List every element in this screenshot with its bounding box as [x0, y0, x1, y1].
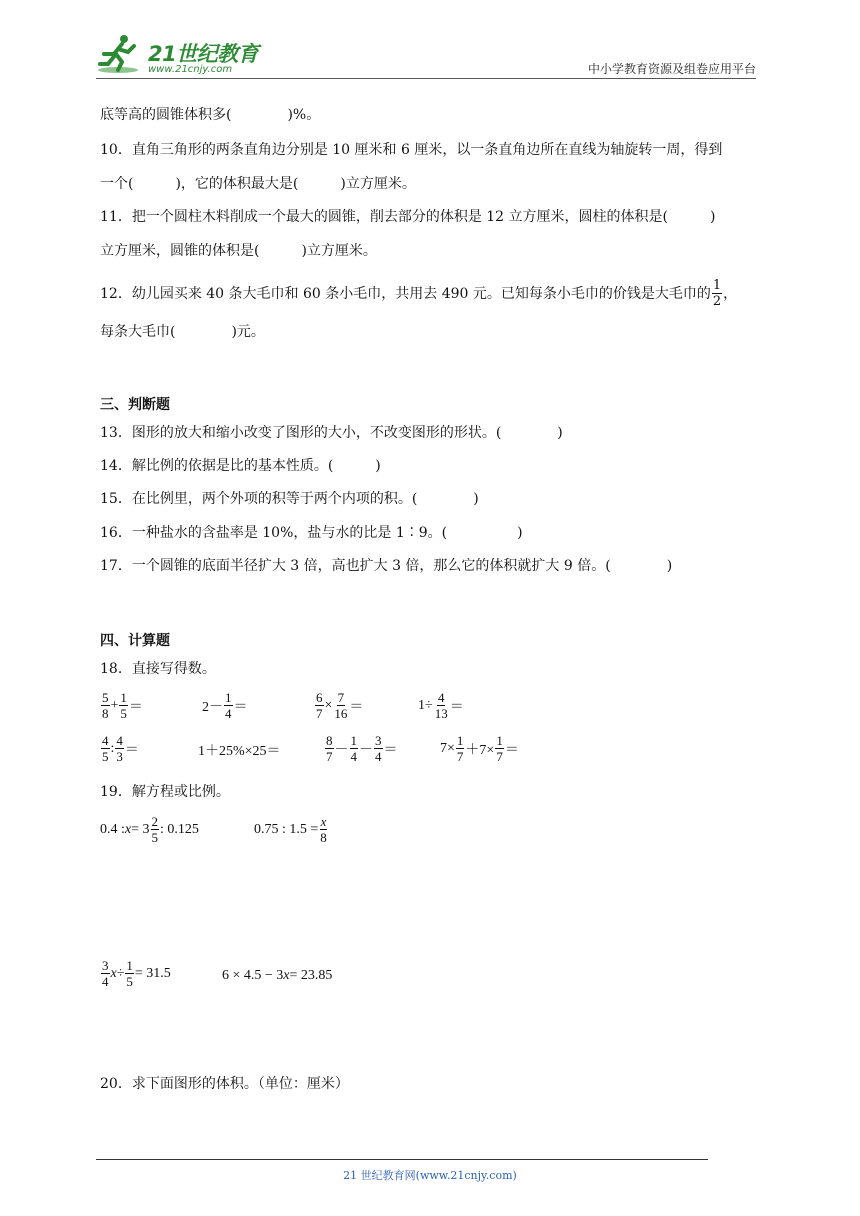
- q12-line2: 每条大毛巾( )元。: [100, 324, 265, 340]
- denominator: 5: [102, 749, 109, 764]
- numerator: 3: [102, 958, 109, 973]
- denominator: 7: [316, 706, 323, 721]
- numerator: 3: [375, 733, 382, 748]
- denominator: 4: [225, 706, 232, 721]
- numerator: 4: [437, 690, 445, 705]
- equation-4: [222, 968, 332, 984]
- footer-divider: [96, 1159, 708, 1160]
- numerator: 1: [456, 733, 464, 748]
- calc-r1c: [314, 690, 363, 721]
- fraction: [115, 733, 124, 764]
- header-divider: [96, 78, 756, 79]
- denominator: 2: [712, 294, 722, 309]
- runner-logo-icon: [96, 32, 144, 76]
- numerator: x: [320, 814, 327, 829]
- fraction: [224, 690, 233, 721]
- fraction: [325, 733, 334, 764]
- numerator: 2: [151, 814, 159, 829]
- q12-line1: [100, 278, 737, 309]
- fraction: [151, 814, 160, 845]
- numerator: 6: [316, 690, 323, 705]
- equation-3: [100, 958, 171, 989]
- fraction: [319, 814, 328, 845]
- expression-text: 0.75 : 1.5 =: [254, 821, 319, 837]
- expression-text: 1＋25%×25＝: [198, 744, 281, 759]
- expression-text: 0.4 :: [100, 821, 125, 837]
- calc-r2a: [100, 733, 139, 764]
- fraction: [495, 733, 504, 764]
- denominator: 13: [434, 706, 448, 721]
- denominator: 5: [151, 830, 159, 845]
- expression-text: : 0.125: [160, 821, 199, 837]
- expression-text: 7×: [440, 740, 455, 756]
- variable-x: x: [124, 821, 132, 837]
- fraction: [434, 690, 449, 721]
- fraction: [119, 690, 128, 721]
- logo: [96, 32, 266, 80]
- denominator: 5: [126, 974, 133, 989]
- q14: 14．解比例的依据是比的基本性质。( ): [100, 458, 381, 474]
- numerator: 7: [337, 690, 345, 705]
- calc-r2b: [198, 740, 281, 760]
- expression-text: = 23.85: [289, 968, 333, 983]
- q13: 13．图形的放大和缩小改变了图形的大小，不改变图形的形状。( ): [100, 425, 563, 441]
- denominator: 16: [334, 706, 348, 721]
- denominator: 4: [375, 749, 382, 764]
- operator: +: [110, 697, 119, 713]
- expression-text: 1÷: [418, 697, 433, 713]
- q16: 16．一种盐水的含盐率是 10%，盐与水的比是 1∶9。( ): [100, 525, 523, 541]
- fraction: [333, 690, 348, 721]
- equation-2: [254, 814, 329, 845]
- denominator: 4: [102, 974, 109, 989]
- denominator: 7: [326, 749, 333, 764]
- section4-title: 四、计算题: [100, 633, 170, 649]
- operator: －: [334, 742, 349, 758]
- expression-text: 2－: [202, 699, 223, 715]
- equals: ＝: [128, 699, 143, 715]
- operator: ×: [324, 697, 333, 713]
- platform-name: 中小学教育资源及组卷应用平台: [587, 62, 756, 76]
- logo-text: 21世纪教育: [148, 42, 259, 66]
- q11-line1: 11．把一个圆柱木料削成一个最大的圆锥，削去部分的体积是 12 立方厘米，圆柱的体积是( ): [100, 209, 716, 225]
- equals: ＝: [124, 742, 139, 758]
- calc-r1d: [418, 690, 464, 721]
- numerator: 4: [116, 733, 123, 748]
- q9-tail: 底等高的圆锥体积多( )%。: [100, 107, 321, 123]
- denominator: 4: [350, 749, 357, 764]
- numerator: 1: [126, 958, 133, 973]
- denominator: 8: [102, 706, 109, 721]
- equals: ＝: [383, 742, 398, 758]
- denominator: 8: [320, 830, 327, 845]
- fraction: [101, 733, 110, 764]
- fraction: [315, 690, 324, 721]
- q12-fraction: [712, 278, 722, 309]
- section3-title: 三、判断题: [100, 397, 170, 413]
- operator: ÷: [116, 965, 125, 981]
- denominator: 5: [120, 706, 127, 721]
- equals: ＝: [504, 742, 519, 758]
- variable-x: x: [110, 965, 117, 981]
- calc-r1a: [100, 690, 143, 721]
- numerator: 5: [102, 690, 109, 705]
- fraction: [101, 690, 110, 721]
- equals: ＝: [349, 699, 364, 715]
- footer-link[interactable]: 21 世纪教育网(www.21cnjy.com): [343, 1169, 517, 1182]
- variable-x: x: [283, 968, 290, 983]
- calc-r2d: [440, 733, 519, 764]
- denominator: 3: [116, 749, 123, 764]
- q12-comma: ，: [723, 285, 738, 302]
- calc-r1b: [202, 690, 248, 721]
- expression-text: = 31.5: [134, 965, 171, 981]
- numerator: 1: [225, 690, 232, 705]
- fraction: [101, 958, 110, 989]
- fraction: [125, 958, 134, 989]
- numerator: 8: [326, 733, 333, 748]
- numerator: 1: [120, 690, 127, 705]
- fraction: [350, 733, 359, 764]
- equals: ＝: [233, 699, 248, 715]
- q15: 15．在比例里，两个外项的积等于两个内项的积。( ): [100, 491, 479, 507]
- q20: 20．求下面图形的体积。（单位：厘米）: [100, 1076, 349, 1092]
- fraction: [374, 733, 383, 764]
- equals: ＝: [449, 699, 464, 715]
- equation-1: [100, 814, 199, 845]
- denominator: 7: [456, 749, 464, 764]
- q19: 19．解方程或比例。: [100, 784, 230, 800]
- q11-line2: 立方厘米，圆锥的体积是( )立方厘米。: [100, 243, 377, 259]
- q12-text: 12．幼儿园买来 40 条大毛巾和 60 条小毛巾，共用去 490 元。已知每条小毛巾的价钱是大毛巾的: [100, 285, 711, 302]
- q10-line2: 一个( )，它的体积最大是( )立方厘米。: [100, 176, 416, 192]
- q18: 18．直接写得数。: [100, 661, 216, 677]
- expression-text: 6 × 4.5 − 3: [222, 968, 284, 983]
- expression-text: ＋7×: [465, 742, 495, 758]
- q10-line1: 10．直角三角形的两条直角边分别是 10 厘米和 6 厘米，以一条直角边所在直线为轴旋转一周，得到: [100, 142, 723, 158]
- calc-r2c: [324, 733, 398, 764]
- page-header: [96, 30, 756, 80]
- fraction: [456, 733, 465, 764]
- numerator: 1: [496, 733, 503, 748]
- denominator: 7: [496, 749, 503, 764]
- numerator: 4: [102, 733, 109, 748]
- q17: 17．一个圆锥的底面半径扩大 3 倍，高也扩大 3 倍，那么它的体积就扩大 9 倍。( ): [100, 558, 673, 574]
- numerator: 1: [712, 278, 722, 293]
- numerator: 1: [350, 733, 357, 748]
- logo-url: www.21cnjy.com: [148, 64, 233, 75]
- operator: －: [359, 742, 373, 758]
- operator: :: [110, 740, 115, 756]
- expression-text: = 3: [131, 821, 150, 837]
